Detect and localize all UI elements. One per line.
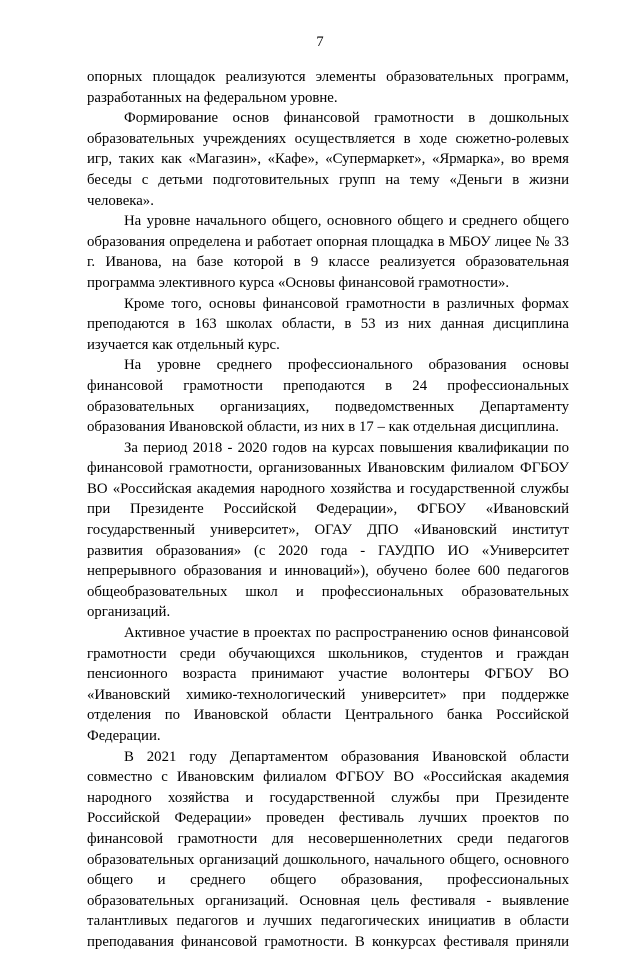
document-body xyxy=(87,67,569,953)
paragraph-schools: Кроме того, основы финансовой грамотности в различных формах преподаются в 163 школах области, в 53 из них данная дисциплина изучается как отдельный курс. xyxy=(87,295,569,353)
paragraph-volunteers: Активное участие в проектах по распространению основ финансовой грамотности среди обучающихся школьников, студентов и граждан пенсионного возраста принимают участие волонтеры ФГБОУ ВО «Ивановский химико-технологический университет» при поддержке отделения по Ивановской области Центрального банка Российской Федерации. xyxy=(87,625,569,744)
paragraph-general-education: На уровне начального общего, основного общего и среднего общего образования определена и работает опорная площадка в МБОУ лицее № 33 г. Иванова, на базе которой в 9 классе реализуется образовательная программа элективного курса «Основы финансовой грамотности». xyxy=(87,213,569,291)
paragraph-vocational: На уровне среднего профессионального образования основы финансовой грамотности преподаются в 24 профессиональных образовательных организациях, подведомственных Департаменту образования Ивановской области, из них в 17 – как отдельная дисциплина. xyxy=(87,357,569,436)
paragraph-preschool: Формирование основ финансовой грамотности в дошкольных образовательных учреждениях осуществляется в ходе сюжетно-ролевых игр, таких как «Магазин», «Кафе», «Супермаркет», «Ярмарка», во время беседы с детьми подготовительных групп на тему «Деньги в жизни человека». xyxy=(87,110,569,209)
paragraph-continuation: опорных площадок реализуются элементы образовательных программ, разработанных на федеральном уровне. xyxy=(87,69,569,106)
paragraph-training: За период 2018 - 2020 годов на курсах повышения квалификации по финансовой грамотности, организованных Ивановским филиалом ФГБОУ ВО «Российская академия народного хозяйства и государственной службы при Президенте Российской Федерации», ФГБОУ «Ивановский государственный университет», ОГАУ ДПО «Ивановский институт развития образования» (с 2020 года - ГАУДПО ИО «Университет непрерывного образования и инноваций»), обучено более 600 педагогов общеобразовательных школ и профессиональных образовательных организаций. xyxy=(87,439,569,621)
page-number: 7 xyxy=(316,34,324,50)
paragraph-festival: В 2021 году Департаментом образования Ивановской области совместно с Ивановским филиалом ФГБОУ ВО «Российская академия народного хозяйства и государственной службы при Президенте Российской Федерации» проведен фестиваль лучших проектов по финансовой грамотности для несовершеннолетних среди педагогов образовательных организаций дошкольного, начального общего, основного общего и среднего общего образования, профессиональных образовательных организаций. Основная цель фестиваля - выявление талантливых педагогов и лучших педагогических инициатив в области преподавания финансовой грамотности. В конкурсах фестиваля приняли xyxy=(87,748,569,950)
